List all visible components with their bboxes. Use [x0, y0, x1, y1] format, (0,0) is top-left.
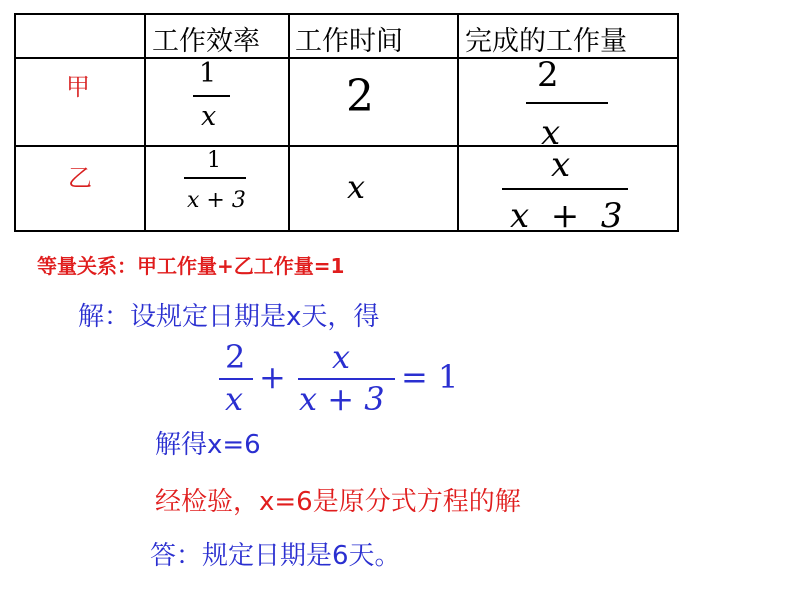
row-label-yi: 乙 — [68, 164, 92, 192]
header-work: 完成的工作量 — [465, 26, 627, 57]
row1-efficiency-numerator: 1 — [199, 58, 217, 89]
solution-answer: 答：规定日期是6天。 — [150, 541, 401, 571]
table-border-left — [14, 13, 16, 232]
eq-plus: + — [259, 358, 286, 396]
work-table — [14, 13, 679, 236]
row1-work-denominator: x — [541, 113, 561, 153]
eq-term1-numerator: 2 — [225, 338, 246, 376]
row2-work-numerator: x — [551, 145, 571, 185]
row1-work-fraction-bar — [526, 102, 608, 104]
row2-work-fraction-bar — [502, 188, 628, 190]
solution-intro: 解：设规定日期是x天，得 — [78, 302, 380, 332]
row2-efficiency-numerator: 1 — [207, 148, 221, 173]
row1-work-numerator: 2 — [537, 55, 559, 95]
table-row-divider-2 — [14, 145, 679, 147]
eq-term1-denominator: x — [225, 380, 244, 418]
solution-result: 解得x=6 — [155, 430, 261, 460]
row2-efficiency-fraction-bar — [184, 177, 246, 179]
table-col-divider-2 — [288, 13, 290, 232]
table-col-divider-1 — [144, 13, 146, 232]
row1-efficiency-denominator: x — [201, 101, 217, 132]
table-col-divider-3 — [457, 13, 459, 232]
equation — [215, 338, 475, 420]
row-label-jia: 甲 — [66, 73, 90, 101]
eq-equals-one: = 1 — [401, 358, 459, 396]
row1-efficiency-fraction-bar — [193, 95, 230, 97]
row2-time: x — [347, 168, 366, 206]
eq-term2-denominator: x + 3 — [299, 380, 385, 418]
solution-check: 经检验，x=6是原分式方程的解 — [155, 487, 521, 517]
header-efficiency: 工作效率 — [152, 26, 260, 57]
header-time: 工作时间 — [295, 26, 403, 57]
eq-term2-numerator: x — [332, 338, 351, 376]
table-border-top — [14, 13, 679, 15]
row2-work-denominator: x + 3 — [510, 196, 623, 236]
table-border-right — [677, 13, 679, 232]
equality-relation: 等量关系：甲工作量+乙工作量=1 — [37, 254, 345, 278]
row2-efficiency-denominator: x + 3 — [187, 188, 246, 213]
row1-time: 2 — [346, 71, 374, 122]
